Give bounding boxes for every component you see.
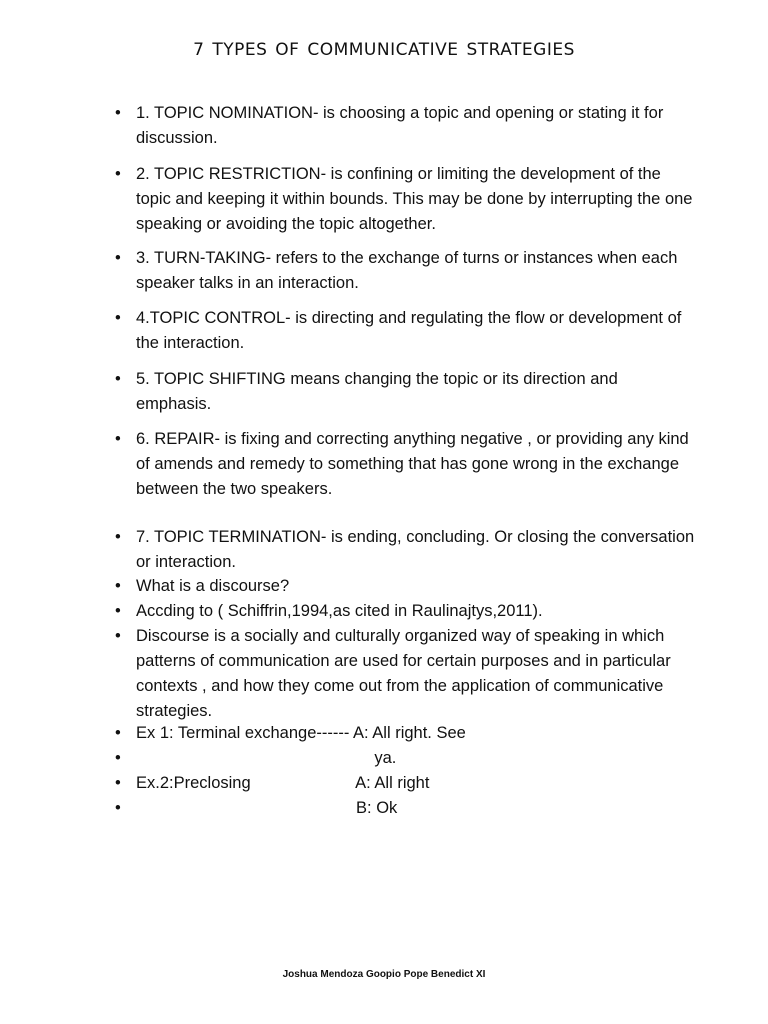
bullet-turn-taking: • 3. TURN-TAKING- refers to the exchange of turns or instances when each speaker talks in an interaction. xyxy=(136,246,696,296)
bullet-citation: • Accding to ( Schiffrin,1994,as cited in Raulinajtys,2011). xyxy=(136,599,696,624)
bullet-example-preclosing: • Ex.2:Preclosing A: All right xyxy=(136,771,696,796)
bullet-example-terminal-exchange: • Ex 1: Terminal exchange------ A: All right. See xyxy=(136,721,696,746)
footer-author: Joshua Mendoza Goopio Pope Benedict XI xyxy=(282,969,486,980)
bullet-discourse-question: • What is a discourse? xyxy=(136,574,696,599)
bullet-topic-control: • 4.TOPIC CONTROL- is directing and regulating the flow or development of the interaction. xyxy=(136,306,696,356)
bullet-repair: • 6. REPAIR- is fixing and correcting anything negative , or providing any kind of amends and remedy to something that has gone wrong in the exchange between the two speakers. xyxy=(136,427,696,502)
bullet-topic-restriction: • 2. TOPIC RESTRICTION- is confining or limiting the development of the topic and keeping it within bounds. This may be done by interrupting the one speaking or avoiding the topic altogether. xyxy=(136,162,696,237)
bullet-example-terminal-exchange-cont: • ya. xyxy=(136,746,696,771)
bullet-discourse-definition: • Discourse is a socially and culturally organized way of speaking in which patterns of communication are used for certain purposes and in particular contexts , and how they come out from the application of communicative strategies. xyxy=(136,624,696,724)
bullet-example-preclosing-cont: • B: Ok xyxy=(136,796,696,821)
bullet-topic-nomination: • 1. TOPIC NOMINATION- is choosing a topic and opening or stating it for discussion. xyxy=(136,101,696,151)
page-title: 7 TYPES OF COMMUNICATIVE STRATEGIES xyxy=(193,40,575,60)
bullet-topic-shifting: • 5. TOPIC SHIFTING means changing the topic or its direction and emphasis. xyxy=(136,367,696,417)
bullet-topic-termination: • 7. TOPIC TERMINATION- is ending, concluding. Or closing the conversation or interaction. xyxy=(136,525,696,575)
